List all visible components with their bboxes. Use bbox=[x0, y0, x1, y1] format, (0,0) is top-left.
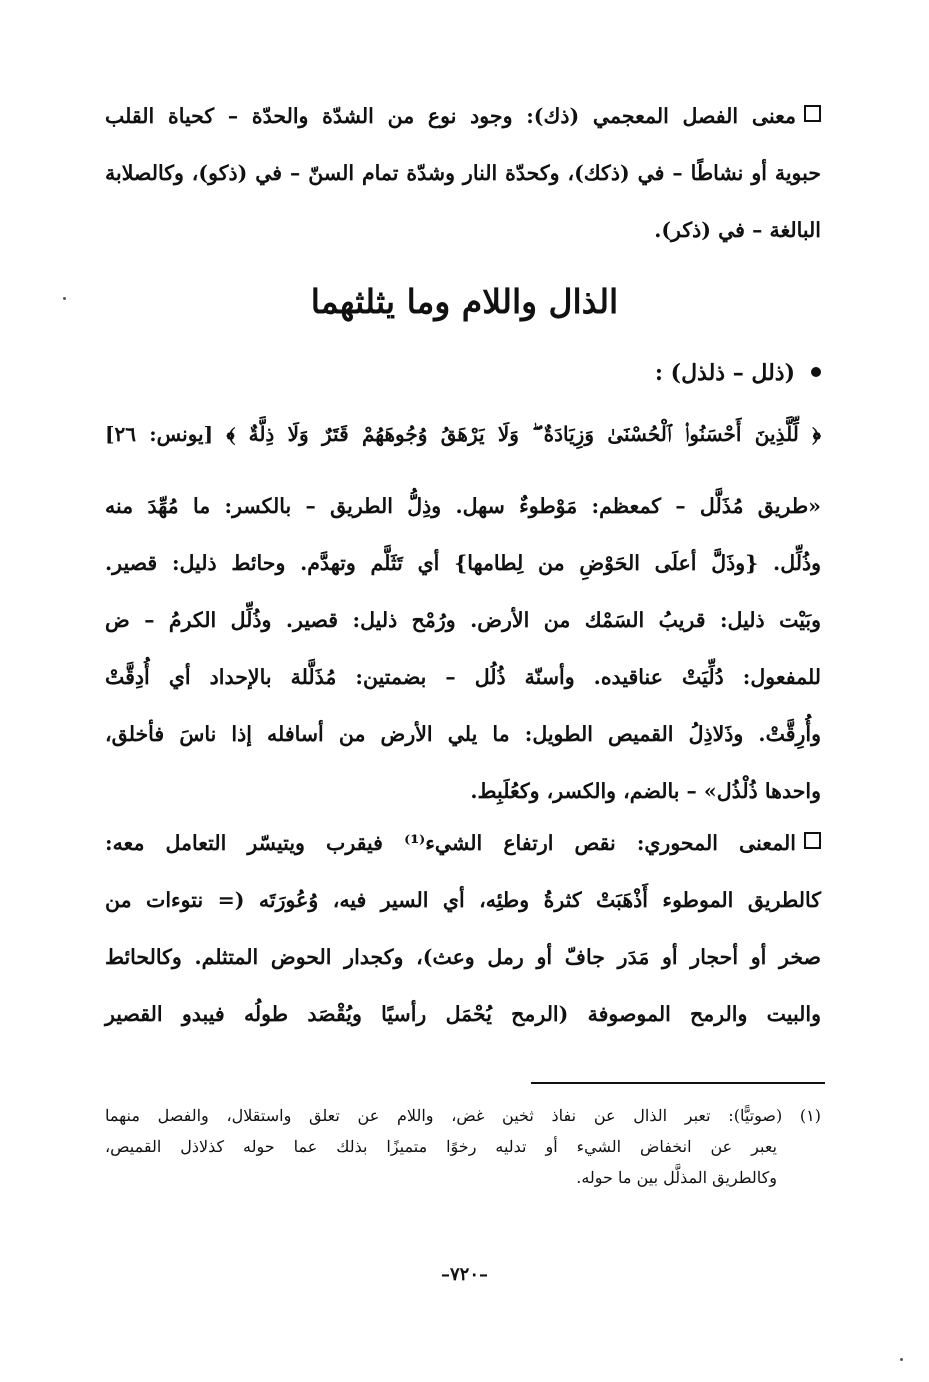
paragraph-line: وأُرِقَّتْ. وذَلاذِلُ القميص الطويل: ما يلي الأرض من أسافله إذا ناسَ فأخلق، bbox=[105, 722, 821, 746]
entry-title: (ذلل – ذلذل) : bbox=[655, 360, 821, 386]
core-meaning-paragraph bbox=[105, 815, 821, 1043]
paragraph-line: للمفعول: دُلِّيَتْ عناقيده. وأسنّة ذُلُل – بضمتين: مُذَلَّلة بالإحداد أي أُدِقَّتْ bbox=[105, 665, 821, 689]
footnote-line: (١) (صوتيًّا): تعبر الذال عن نفاذ ثخين غض، واللام عن تعلق واستقلال، والفصل منهما bbox=[105, 1106, 821, 1125]
definition-paragraph bbox=[105, 478, 821, 820]
footnote-line: يعبر عن انخفاض الشيء أو تدليه رخوًا متميزًا بذلك عما حوله كذلاذل القميص، bbox=[105, 1137, 777, 1156]
bullet-icon bbox=[811, 367, 821, 377]
paragraph-line: البالغة – في (ذكر). bbox=[654, 218, 821, 242]
square-marker-icon bbox=[804, 105, 821, 122]
intro-paragraph bbox=[105, 88, 821, 259]
paragraph-line: «طريق مُذَلَّل – كمعظم: مَوْطوءٌ سهل. وذِلُّ الطريق – بالكسر: ما مُهِّدَ منه bbox=[105, 494, 821, 518]
paragraph-line: كالطريق الموطوء أَذْهَبَتْ كثرةُ وطئِه، أي السير فيه، وُعُورَتَه (= نتوءات من bbox=[105, 888, 821, 912]
paragraph-line: واحدها ذُلْذُل» – بالضم، والكسر، وكعُلَبِط. bbox=[470, 779, 821, 803]
paragraph-line: المعنى المحوري: نقص ارتفاع الشيء⁽¹⁾ فيقرب ويتيسّر التعامل معه: bbox=[105, 815, 821, 872]
footnote-divider bbox=[531, 1082, 825, 1084]
quran-verse: ﴿ لِّلَّذِينَ أَحْسَنُوا۟ ٱلْحُسْنَىٰ وَزِيَادَةٌ ۖ وَلَا يَرْهَقُ وُجُوهَهُمْ قَتَرٌ وَلَا ذِلَّةٌ ﴾ [يونس: ٢٦] bbox=[105, 422, 821, 446]
paragraph-line: وذُلِّل. {وذَلَّ أعلَى الحَوْضِ من لِطامها} أي تَثَلَّم وتهدَّم. وحائط ذليل: قصير. bbox=[105, 551, 821, 575]
paragraph-line: وبَيْت ذليل: قريبُ السَمْك من الأرض. ورُمْح ذليل: قصير. وذُلِّل الكرمُ – ض bbox=[105, 608, 821, 632]
footnote bbox=[105, 1100, 821, 1193]
paragraph-line: صخر أو أحجار أو مَدَر جافّ أو رمل وعث)، وكجدار الحوض المتثلم. وكالحائط bbox=[105, 945, 821, 969]
paragraph-line: حبوية أو نشاطًا – في (ذكك)، وكحدّة النار وشدّة تمام السنّ – في (ذكو)، وكالصلابة bbox=[105, 161, 821, 185]
scan-speck bbox=[900, 1358, 903, 1361]
square-marker-icon bbox=[804, 832, 821, 849]
footnote-line: وكالطريق المذلَّل بين ما حوله. bbox=[576, 1168, 777, 1187]
section-heading: الذال واللام وما يثلثهما bbox=[310, 282, 619, 321]
scan-speck bbox=[63, 297, 66, 300]
paragraph-line: والبيت والرمح الموصوفة (الرمح يُحْمَل رأسيًا ويُقْصَد طولُه فيبدو القصير bbox=[105, 1002, 821, 1026]
paragraph-line: معنى الفصل المعجمي (ذك): وجود نوع من الشدّة والحدّة – كحياة القلب bbox=[105, 88, 821, 145]
page-number: –٧٢٠– bbox=[440, 1264, 488, 1285]
